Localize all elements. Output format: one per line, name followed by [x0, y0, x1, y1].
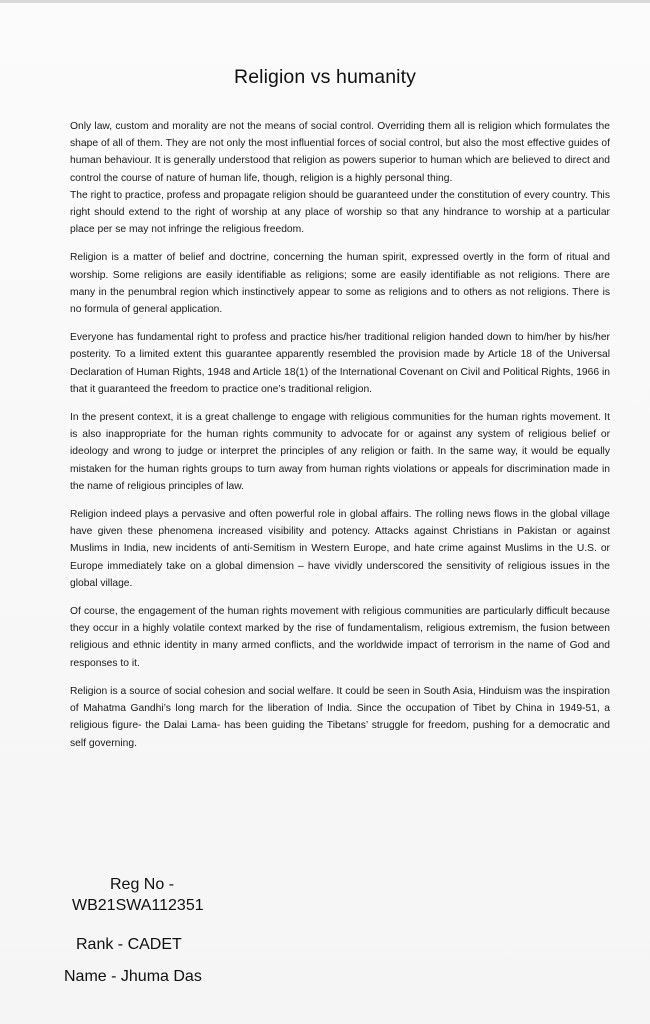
rank-text: Rank - CADET [76, 936, 182, 953]
paragraph-2: The right to practice, profess and propagate religion should be guaranteed under the constitution of every country. This right should extend to the right of worship at any place of worship so that any hindrance to worship at a particular place per se may not infringe the religious freedom. [70, 189, 610, 236]
paragraph-4: Everyone has fundamental right to profess and practice his/her traditional religion handed down to him/her by his/her posterity. To a limited extent this guarantee apparently resembled the provision made by Article 18 of the Universal Declaration of Human Rights, 1948 and Article 18(1) of the International Covenant on Civil and Political Rights, 1966 in that it guaranteed the freedom to practice one’s traditional religion. [70, 332, 610, 395]
paragraph-6: Religion indeed plays a pervasive and often powerful role in global affairs. The rolling news flows in the global village have given these phenomena increased visibility and potency. Attacks against Christians in Pakistan or against Muslims in India, new incidents of anti-Semitism in Western Europe, and hate crime against Muslims in the U.S. or Europe immediately take on a global dimension – have vividly underscored the sensitivity of religious issues in the global village. [70, 509, 610, 589]
paragraph-5: In the present context, it is a great challenge to engage with religious communities for the human rights movement. It is also inappropriate for the human rights community to advocate for or against any system of religious belief or ideology and wrong to judge or interpret the principles of any religion or faith. In the same way, it would be equally mistaken for the human rights groups to turn away from human rights violations or appeals for discrimination made in the name of religious principles of law. [70, 412, 610, 492]
paragraph-3: Religion is a matter of belief and doctrine, concerning the human spirit, expressed overtly in the form of ritual and worship. Some religions are easily identifiable as religions; some are easily identifiable as not religions. There are many in the penumbral region which instinctively appear to some as religions and to others as not religions. There is no formula of general application. [70, 252, 610, 316]
name-text: Name - Jhuma Das [64, 968, 202, 985]
paragraph-7: Of course, the engagement of the human rights movement with religious communities are particularly difficult because they occur in a highly volatile context marked by the rise of fundamentalism, religious extremism, the fusion between religious and ethnic identity in many armed conflicts, and the worldwide impact of terrorism in the name of God and responses to it. [70, 606, 610, 669]
reg-no-label: Reg No - [110, 876, 175, 893]
top-border [0, 0, 650, 3]
paragraph-8: Religion is a source of social cohesion and social welfare. It could be seen in South Asia, Hinduism was the inspiration of Mahatma Gandhi’s long march for the liberation of India. Since the occupation of Tibet by China in 1949-51, a religious figure- the Dalai Lama- has been guiding the Tibetans’ struggle for freedom, pushing for a democratic and self governing. [70, 685, 610, 749]
paragraph-1: Only law, custom and morality are not the means of social control. Overriding them all is religion which formulates the shape of all of them. They are not only the most influential forces of social control, but also the most effective guides of human behaviour. It is generally understood that religion as powers superior to human which are believed to direct and control the course of nature of human life, though, religion is a highly personal thing. [70, 121, 610, 184]
reg-no-value: WB21SWA112351 [72, 897, 204, 914]
page-title: Religion vs humanity [234, 66, 416, 88]
document-body [70, 118, 610, 763]
